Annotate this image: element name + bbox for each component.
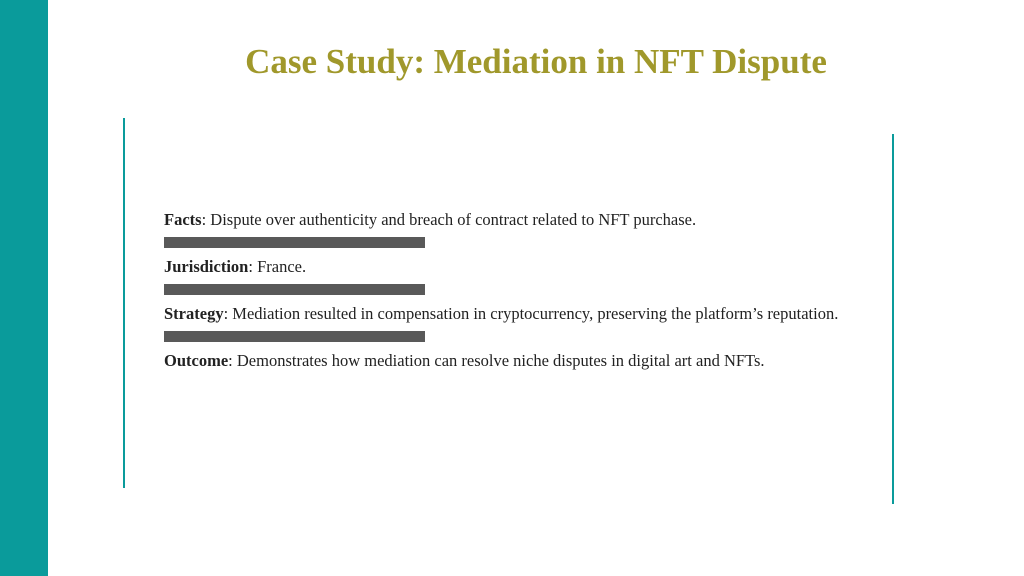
facts-label: Facts [164,210,202,229]
divider-bar [164,237,425,248]
strategy-item [164,302,854,325]
strategy-text: : Mediation resulted in compensation in cryptocurrency, preserving the platform’s reputation. [223,304,839,323]
divider-bar [164,331,425,342]
left-vertical-rule [123,118,125,488]
right-vertical-rule [892,134,894,504]
outcome-text: : Demonstrates how mediation can resolve niche disputes in digital art and NFTs. [228,351,765,370]
facts-text: : Dispute over authenticity and breach of contract related to NFT purchase. [201,210,697,229]
jurisdiction-label: Jurisdiction [164,257,249,276]
divider-bar [164,284,425,295]
side-accent-band [0,0,48,576]
jurisdiction-text: : France. [248,257,307,276]
slide-title: Case Study: Mediation in NFT Dispute [245,42,827,81]
outcome-item [164,349,854,372]
case-study-content [164,208,854,372]
facts-item [164,208,854,231]
jurisdiction-item [164,255,854,278]
strategy-label: Strategy [164,304,224,323]
outcome-label: Outcome [164,351,229,370]
